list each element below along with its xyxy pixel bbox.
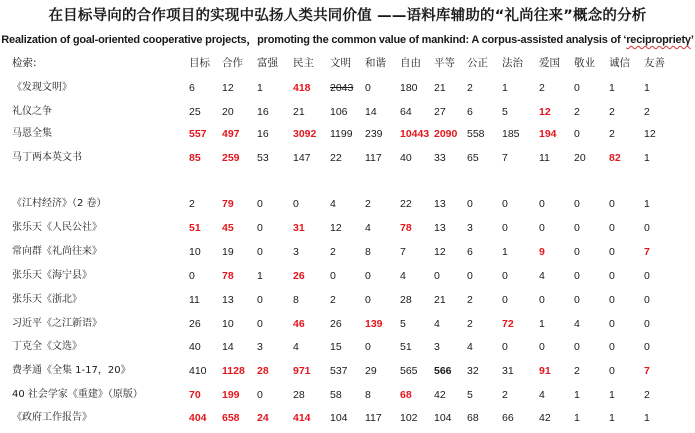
table-cell: 21 [434, 294, 446, 306]
table-cell: 7 [400, 246, 406, 258]
table-cell: 78 [222, 270, 234, 282]
table-cell: 19 [222, 246, 234, 258]
table-cell: 4 [365, 222, 371, 234]
table-cell: 0 [257, 198, 263, 210]
table-cell: 1 [644, 198, 650, 210]
table-cell: 51 [189, 222, 201, 234]
table-cell: 14 [222, 341, 234, 353]
table-cell: 0 [189, 270, 195, 282]
table-cell: 7 [502, 152, 508, 164]
table-cell: 16 [257, 106, 269, 118]
column-header: 公正 [467, 57, 488, 69]
table-cell: 0 [293, 198, 299, 210]
table-cell: 1128 [222, 365, 245, 377]
table-cell: 4 [330, 198, 336, 210]
table-cell: 3 [257, 341, 263, 353]
table-cell: 31 [293, 222, 305, 234]
table-cell: 1199 [330, 128, 353, 140]
table-cell: 9 [539, 246, 545, 258]
row-label: 张乐天《浙北》 [12, 294, 82, 305]
table-cell: 0 [467, 270, 473, 282]
table-cell: 65 [467, 152, 479, 164]
table-cell: 2 [467, 318, 473, 330]
table-cell: 0 [609, 270, 615, 282]
table-cell: 5 [400, 318, 406, 330]
table-cell: 24 [257, 412, 269, 424]
page-title: 在目标导向的合作项目的实现中弘扬人类共同价值 ——语料库辅助的“礼尚往来”概念的分析 [48, 8, 647, 24]
table-cell: 22 [400, 198, 412, 210]
table-cell: 0 [502, 270, 508, 282]
table-cell: 68 [467, 412, 479, 424]
table-cell: 0 [609, 365, 615, 377]
table-cell: 42 [539, 412, 551, 424]
table-cell: 0 [257, 222, 263, 234]
table-cell: 53 [257, 152, 269, 164]
table-cell: 7 [644, 365, 650, 377]
column-header: 平等 [434, 57, 455, 69]
column-header: 合作 [222, 57, 243, 69]
table-cell: 0 [502, 198, 508, 210]
table-cell: 4 [539, 270, 545, 282]
table-cell: 72 [502, 318, 514, 330]
table-cell: 51 [400, 341, 412, 353]
column-header: 诚信 [609, 57, 630, 69]
table-cell: 70 [189, 389, 201, 401]
table-cell: 0 [574, 82, 580, 94]
table-cell: 102 [400, 412, 418, 424]
table-cell: 25 [189, 106, 201, 118]
table-cell: 1 [644, 412, 650, 424]
table-cell: 0 [365, 82, 371, 94]
row-label: 张乐天《海宁县》 [12, 270, 92, 281]
table-cell: 0 [609, 318, 615, 330]
table-cell: 5 [502, 106, 508, 118]
table-cell: 1 [502, 82, 508, 94]
table-cell: 33 [434, 152, 446, 164]
column-header: 自由 [400, 57, 421, 69]
table-cell: 0 [257, 318, 263, 330]
table-cell: 29 [365, 365, 377, 377]
table-cell: 0 [609, 341, 615, 353]
table-cell: 12 [644, 128, 656, 140]
table-cell: 14 [365, 106, 377, 118]
table-cell: 79 [222, 198, 234, 210]
table-cell: 117 [365, 412, 382, 424]
table-cell: 2 [365, 198, 371, 210]
table-cell: 2 [330, 246, 336, 258]
table-cell: 1 [574, 412, 580, 424]
table-cell: 22 [330, 152, 342, 164]
table-cell: 0 [574, 246, 580, 258]
table-cell: 1 [502, 246, 508, 258]
table-cell: 180 [400, 82, 418, 94]
table-cell: 6 [467, 246, 473, 258]
table-cell: 0 [539, 341, 545, 353]
table-cell: 565 [400, 365, 418, 377]
table-cell: 85 [189, 152, 201, 164]
table-cell: 0 [330, 270, 336, 282]
table-cell: 0 [502, 222, 508, 234]
table-cell: 12 [330, 222, 342, 234]
table-cell: 497 [222, 128, 240, 140]
table-cell: 13 [222, 294, 234, 306]
row-label: 张乐天《人民公社》 [12, 222, 102, 233]
table-cell: 13 [434, 222, 446, 234]
row-label: 马恩全集 [12, 128, 52, 139]
row-label: 《江村经济》（2 卷） [12, 198, 107, 209]
column-header: 友善 [644, 57, 665, 69]
table-cell: 21 [293, 106, 305, 118]
table-cell: 12 [539, 106, 551, 118]
table-cell: 0 [502, 341, 508, 353]
table-cell: 0 [539, 198, 545, 210]
table-cell: 26 [189, 318, 201, 330]
table-cell: 0 [609, 246, 615, 258]
table-cell: 139 [365, 318, 383, 330]
table-cell: 0 [574, 198, 580, 210]
table-cell: 3 [467, 222, 473, 234]
subtitle-end: ’ [690, 34, 694, 46]
table-cell: 10 [222, 318, 234, 330]
table-cell: 58 [330, 389, 342, 401]
row-label: 费孝通《全集 1-17，20》 [12, 365, 131, 376]
table-cell: 16 [257, 128, 269, 140]
table-cell: 4 [400, 270, 406, 282]
row-label: 常向群《礼尚往来》 [12, 246, 102, 257]
table-cell: 31 [502, 365, 514, 377]
table-cell: 28 [400, 294, 412, 306]
table-cell: 557 [189, 128, 207, 140]
table-cell: 117 [365, 152, 382, 164]
table-cell: 404 [189, 412, 207, 424]
row-label: 《发现文明》 [12, 82, 72, 93]
table-cell: 12 [434, 246, 446, 258]
table-cell: 0 [257, 294, 263, 306]
table-cell: 0 [609, 222, 615, 234]
table-cell: 8 [365, 246, 371, 258]
table-cell: 4 [293, 341, 299, 353]
table-cell: 104 [330, 412, 348, 424]
table-cell: 2 [330, 294, 336, 306]
table-cell: 91 [539, 365, 551, 377]
table-cell: 4 [467, 341, 473, 353]
table-cell: 2043 [330, 82, 354, 94]
table-cell: 0 [609, 198, 615, 210]
table-cell: 20 [222, 106, 234, 118]
table-cell: 6 [189, 82, 195, 94]
row-label: 40 社会学家《重建》（原版） [12, 389, 143, 400]
table-cell: 0 [257, 389, 263, 401]
table-cell: 658 [222, 412, 240, 424]
subtitle-main: Realization of goal-oriented cooperative projects，promoting the common value of mankind: A corpus-assisted analysis of ‘ [1, 34, 627, 46]
table-cell: 11 [539, 152, 550, 164]
table-cell: 0 [574, 128, 580, 140]
table-cell: 0 [644, 341, 650, 353]
table-cell: 6 [467, 106, 473, 118]
table-cell: 4 [434, 318, 440, 330]
table-cell: 21 [434, 82, 446, 94]
table-cell: 1 [257, 270, 263, 282]
column-header: 和谐 [365, 57, 386, 69]
table-cell: 0 [644, 318, 650, 330]
column-header: 法治 [502, 57, 523, 69]
table-cell: 0 [609, 294, 615, 306]
table-cell: 2 [574, 365, 580, 377]
table-cell: 13 [434, 198, 446, 210]
table-cell: 1 [609, 412, 615, 424]
column-header: 民主 [293, 57, 314, 69]
table-cell: 2 [574, 106, 580, 118]
table-cell: 12 [222, 82, 234, 94]
table-cell: 0 [574, 222, 580, 234]
table-cell: 10 [189, 246, 201, 258]
table-cell: 40 [189, 341, 201, 353]
table-cell: 28 [293, 389, 305, 401]
subtitle-squiggle-word: reciproprietγ [626, 34, 691, 46]
table-cell: 7 [644, 246, 650, 258]
table-cell: 0 [502, 294, 508, 306]
table-cell: 0 [574, 341, 580, 353]
row-label: 丁克全《文选》 [12, 341, 82, 352]
table-cell: 106 [330, 106, 348, 118]
table-cell: 15 [330, 341, 342, 353]
row-label: 马丁两本英文书 [12, 152, 82, 163]
table-cell: 0 [434, 270, 440, 282]
table-cell: 0 [644, 294, 650, 306]
table-cell: 42 [434, 389, 446, 401]
table-cell: 2 [539, 82, 545, 94]
table-cell: 1 [644, 82, 650, 94]
table-cell: 2 [644, 106, 650, 118]
table-cell: 20 [574, 152, 586, 164]
table-cell: 1 [609, 82, 615, 94]
table-cell: 185 [502, 128, 520, 140]
table-cell: 11 [189, 294, 200, 306]
row-label: 习近平《之江新语》 [12, 318, 102, 329]
table-cell: 46 [293, 318, 305, 330]
row-label: 礼仪之争 [12, 106, 52, 117]
table-cell: 0 [365, 341, 371, 353]
column-header: 爱国 [539, 57, 560, 69]
table-cell: 147 [293, 152, 311, 164]
table-cell: 0 [539, 294, 545, 306]
table-cell: 2090 [434, 128, 458, 140]
table-cell: 1 [644, 152, 650, 164]
table-cell: 78 [400, 222, 412, 234]
table-cell: 2 [609, 106, 615, 118]
table-cell: 0 [365, 270, 371, 282]
table-cell: 410 [189, 365, 207, 377]
table-cell: 1 [539, 318, 545, 330]
table-cell: 8 [293, 294, 299, 306]
table-cell: 40 [400, 152, 412, 164]
table-cell: 0 [257, 246, 263, 258]
table-cell: 0 [467, 198, 473, 210]
column-header: 文明 [330, 57, 351, 69]
table-cell: 1 [574, 389, 580, 401]
table-cell: 0 [539, 222, 545, 234]
table-cell: 4 [574, 318, 580, 330]
table-cell: 26 [293, 270, 305, 282]
row-label: 《政府工作报告》 [12, 412, 92, 423]
table-cell: 26 [330, 318, 342, 330]
table-cell: 414 [293, 412, 311, 424]
table-cell: 64 [400, 106, 412, 118]
table-cell: 45 [222, 222, 234, 234]
table-cell: 0 [574, 294, 580, 306]
table-cell: 0 [644, 222, 650, 234]
table-cell: 0 [365, 294, 371, 306]
table-cell: 8 [365, 389, 371, 401]
table-cell: 259 [222, 152, 240, 164]
table-cell: 3 [434, 341, 440, 353]
table-cell: 3 [293, 246, 299, 258]
table-cell: 1 [609, 389, 615, 401]
table-cell: 2 [189, 198, 195, 210]
table-cell: 3092 [293, 128, 317, 140]
table-cell: 28 [257, 365, 269, 377]
column-header: 目标 [189, 57, 210, 69]
table-cell: 418 [293, 82, 311, 94]
table-cell: 4 [539, 389, 545, 401]
table-cell: 32 [467, 365, 479, 377]
column-header: 敬业 [574, 57, 595, 69]
table-cell: 10443 [400, 128, 430, 140]
table-cell: 194 [539, 128, 557, 140]
table-cell: 27 [434, 106, 446, 118]
table-cell: 104 [434, 412, 452, 424]
table-cell: 66 [502, 412, 514, 424]
table-cell: 0 [644, 270, 650, 282]
table-cell: 5 [467, 389, 473, 401]
column-header-search: 检索: [12, 57, 37, 69]
table-cell: 2 [609, 128, 615, 140]
table-cell: 537 [330, 365, 348, 377]
table-cell: 2 [644, 389, 650, 401]
table-cell: 239 [365, 128, 383, 140]
column-header: 富强 [257, 57, 278, 69]
table-cell: 2 [467, 82, 473, 94]
table-cell: 558 [467, 128, 485, 140]
table-cell: 566 [434, 365, 452, 377]
table-cell: 2 [502, 389, 508, 401]
table-cell: 199 [222, 389, 240, 401]
table-cell: 971 [293, 365, 311, 377]
table-cell: 0 [574, 270, 580, 282]
table-cell: 1 [257, 82, 263, 94]
table-cell: 82 [609, 152, 621, 164]
table-cell: 2 [467, 294, 473, 306]
table-cell: 68 [400, 389, 412, 401]
